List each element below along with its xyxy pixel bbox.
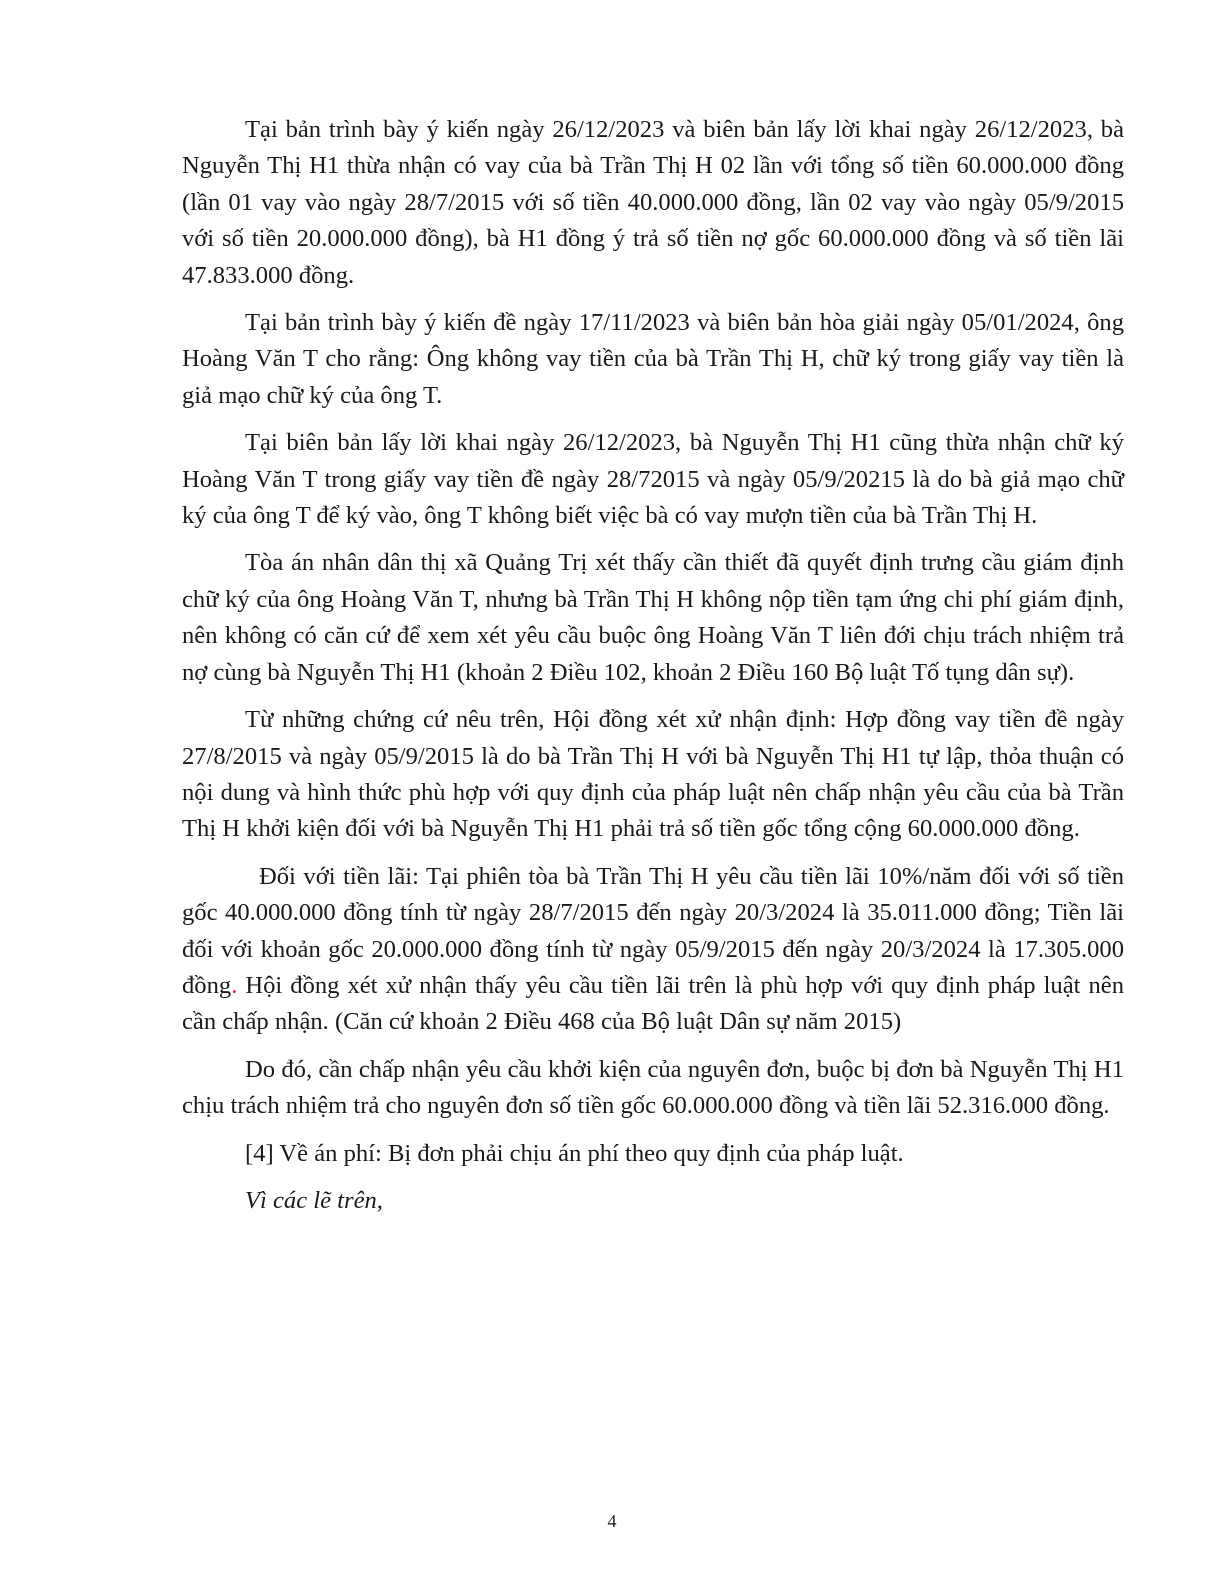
red-period-mark: . (231, 971, 238, 999)
paragraph-court-expertise: Tòa án nhân dân thị xã Quảng Trị xét thấy cần thiết đã quyết định trưng cầu giám định chữ ký của ông Hoàng Văn T, nhưng bà Trần Thị H không nộp tiền tạm ứng chi phí giám định, nên không có căn cứ để xem xét yêu cầu buộc ông Hoàng Văn T liên đới chịu trách nhiệm trả nợ cùng bà Nguyễn Thị H1 (khoản 2 Điều 102, khoản 2 Điều 160 Bộ luật Tố tụng dân sự). (182, 549, 1124, 686)
paragraph-conclusion: Do đó, cần chấp nhận yêu cầu khởi kiện của nguyên đơn, buộc bị đơn bà Nguyễn Thị H1 chịu trách nhiệm trả cho nguyên đơn số tiền gốc 60.000.000 đồng và tiền lãi 52.316.000 đồng. (182, 1055, 1124, 1120)
page-number: 4 (607, 1511, 617, 1531)
paragraph-defendant-t-statement: Tại bản trình bày ý kiến đề ngày 17/11/2023 và biên bản hòa giải ngày 05/01/2024, ông Hoàng Văn T cho rằng: Ông không vay tiền của bà Trần Thị H, chữ ký trong giấy vay tiền là giả mạo chữ ký của ông T. (182, 309, 1124, 409)
paragraph-court-finding: Từ những chứng cứ nêu trên, Hội đồng xét xử nhận định: Hợp đồng vay tiền đề ngày 27/8/2015 và ngày 05/9/2015 là do bà Trần Thị H với bà Nguyễn Thị H1 tự lập, thỏa thuận có nội dung và hình thức phù hợp với quy định của pháp luật nên chấp nhận yêu cầu của bà Trần Thị H khởi kiện đối với bà Nguyễn Thị H1 phải trả số tiền gốc tổng cộng 60.000.000 đồng. (182, 706, 1124, 843)
paragraph-defendant-h1-statement: Tại bản trình bày ý kiến ngày 26/12/2023 và biên bản lấy lời khai ngày 26/12/2023, bà Nguyễn Thị H1 thừa nhận có vay của bà Trần Thị H 02 lần với tổng số tiền 60.000.000 đồng (lần 01 vay vào ngày 28/7/2015 với số tiền 40.000.000 đồng, lần 02 vay vào ngày 05/9/2015 với số tiền 20.000.000 đồng), bà H1 đồng ý trả số tiền nợ gốc 60.000.000 đồng và số tiền lãi 47.833.000 đồng. (182, 116, 1124, 289)
interest-text-before: Đối với tiền lãi: Tại phiên tòa bà Trần Thị H yêu cầu tiền lãi 10%/năm đối với số tiền gốc 40.000.000 đồng tính từ ngày 28/7/2015 đến ngày 20/3/2024 là 35.011.000 đồng; Tiền lãi đối với khoản gốc 20.000.000 đồng tính từ ngày 05/9/2015 đến ngày 20/3/2024 là 17.305.000 đồng (182, 862, 1124, 999)
document-page (182, 112, 1124, 1230)
interest-text-after: Hội đồng xét xử nhận thấy yêu cầu tiền lãi trên là phù hợp với quy định pháp luật nên cần chấp nhận. (Căn cứ khoản 2 Điều 468 của Bộ luật Dân sự năm 2015) (182, 971, 1124, 1036)
paragraph-closing-phrase: Vì các lẽ trên, (245, 1186, 383, 1214)
paragraph-court-fee: [4] Về án phí: Bị đơn phải chịu án phí theo quy định của pháp luật. (245, 1139, 904, 1167)
paragraph-forged-signature: Tại biên bản lấy lời khai ngày 26/12/2023, bà Nguyễn Thị H1 cũng thừa nhận chữ ký Hoàng Văn T trong giấy vay tiền đề ngày 28/72015 và ngày 05/9/20215 là do bà giả mạo chữ ký của ông T để ký vào, ông T không biết việc bà có vay mượn tiền của bà Trần Thị H. (182, 429, 1124, 530)
paragraph-interest (182, 859, 1124, 1041)
